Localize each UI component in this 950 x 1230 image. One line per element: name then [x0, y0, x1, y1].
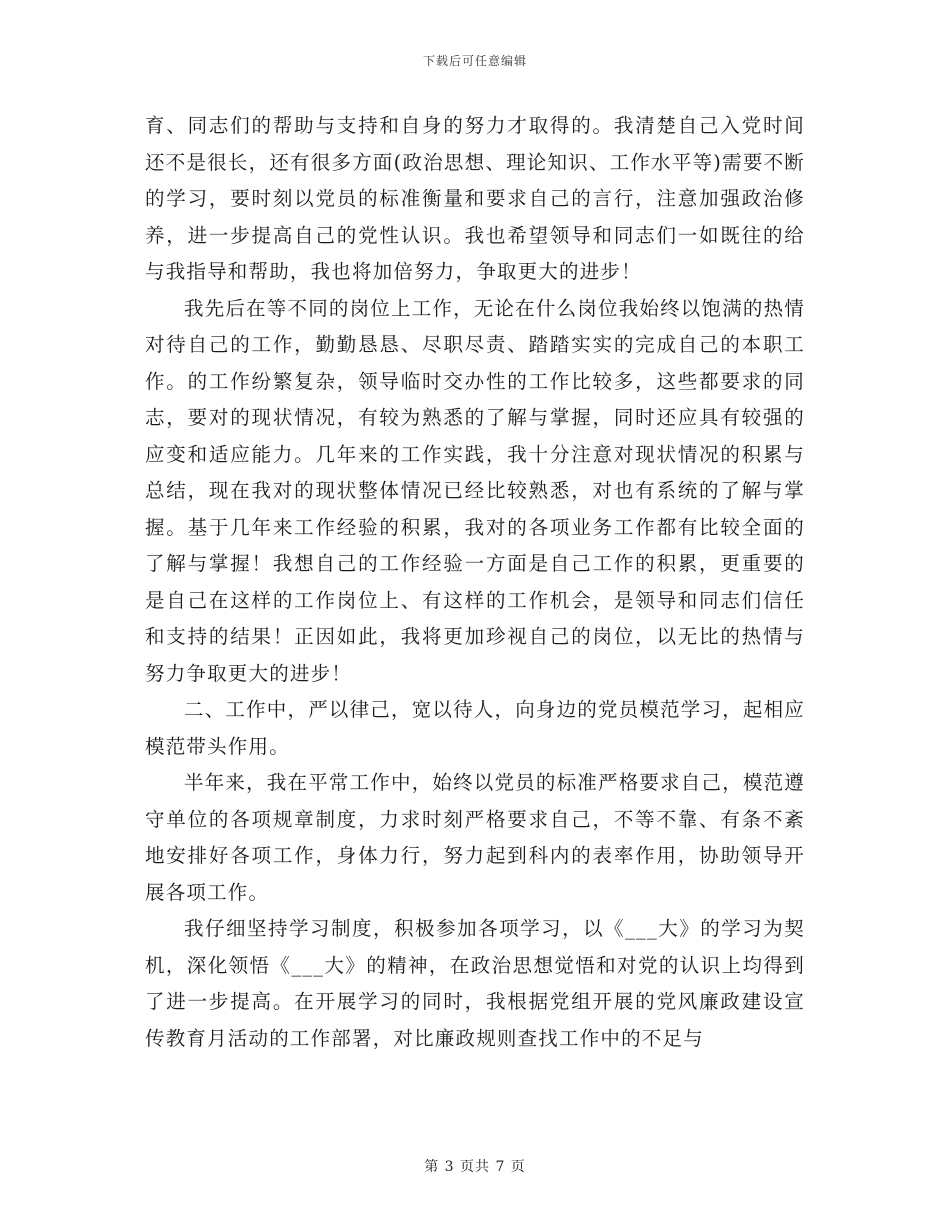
page-header: 下载后可任意编辑 — [422, 54, 527, 68]
document-body — [145, 108, 805, 1057]
page-number: 第 3 页共 7 页 — [424, 1159, 526, 1175]
paragraph-study: 我仔细坚持学习制度，积极参加各项学习，以《___大》的学习为契机，深化领悟《___大》的精神，在政治思想觉悟和对党的认识上均得到了进一步提高。在开展学习的同时，我根据党组开展的党风廉政建设宣传教育月活动的工作部署，对比廉政规则查找工作中的不足与 — [145, 917, 805, 1050]
paragraph-work-experience: 我先后在等不同的岗位上工作，无论在什么岗位我始终以饱满的热情对待自己的工作，勤勤恳恳、尽职尽责、踏踏实实的完成自己的本职工作。的工作纷繁复杂，领导临时交办性的工作比较多，这些都要求的同志，要对的现状情况，有较为熟悉的了解与掌握，同时还应具有较强的应变和适应能力。几年来的工作实践，我十分注意对现状情况的积累与总结，现在我对的现状整体情况已经比较熟悉，对也有系统的了解与掌握。基于几年来工作经验的积累，我对的各项业务工作都有比较全面的了解与掌握！我想自己的工作经验一方面是自己工作的积累，更重要的是自己在这样的工作岗位上、有这样的工作机会，是领导和同志们信任和支持的结果！正因如此，我将更加珍视自己的岗位，以无比的热情与努力争取更大的进步！ — [145, 296, 806, 685]
paragraph-half-year: 半年来，我在平常工作中，始终以党员的标准严格要求自己，模范遵守单位的各项规章制度，力求时刻严格要求自己，不等不靠、有条不紊地安排好各项工作，身体力行，努力起到科内的表率作用，协助领导开展各项工作。 — [145, 771, 806, 904]
paragraph-continuation: 育、同志们的帮助与支持和自身的努力才取得的。我清楚自己入党时间还不是很长，还有很多方面(政治思想、理论知识、工作水平等)需要不断的学习，要时刻以党员的标准衡量和要求自己的言行，注意加强政治修养，进一步提高自己的党性认识。我也希望领导和同志们一如既往的给与我指导和帮助，我也将加倍努力，争取更大的进步！ — [145, 114, 805, 283]
section-heading-discipline: 二、工作中，严以律己，宽以待人，向身边的党员模范学习，起相应模范带头作用。 — [145, 698, 806, 758]
